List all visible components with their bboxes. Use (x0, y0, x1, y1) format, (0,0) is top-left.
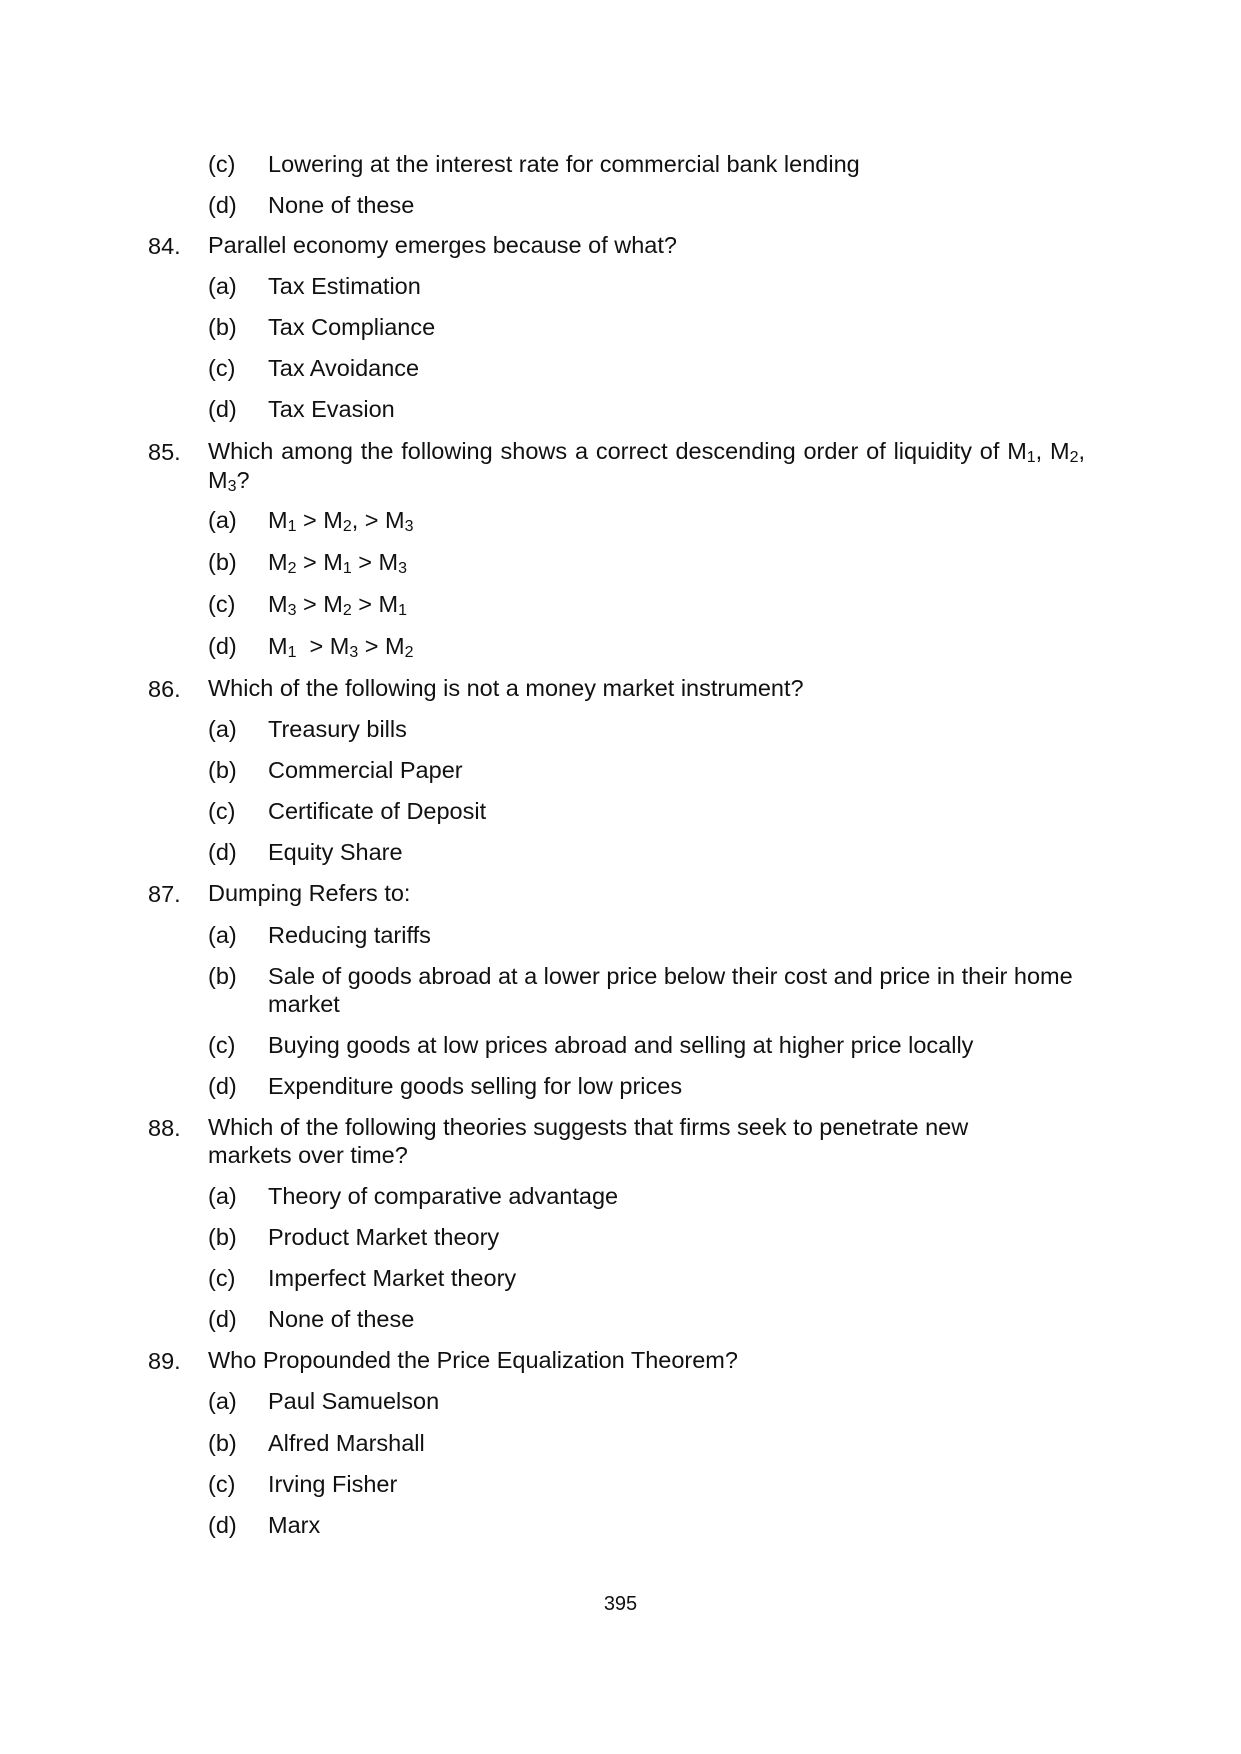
option-c (208, 590, 1085, 619)
option-label: (a) (208, 716, 237, 742)
option-d (208, 632, 1085, 661)
option-text: Equity Share (268, 839, 403, 865)
question-89 (148, 1346, 1085, 1376)
question-number: 86. (148, 676, 181, 702)
option-label: (c) (208, 1265, 236, 1291)
option-b (208, 548, 1085, 577)
question-88 (148, 1113, 1085, 1169)
option-text: Commercial Paper (268, 757, 463, 783)
option-label: (d) (208, 1306, 237, 1332)
option-text: $M_3 > M_2 > M_1$ (268, 591, 407, 619)
option-text: $M_2 > M_1 > M_3$ (268, 549, 407, 577)
option-text: Expenditure goods selling for low prices (268, 1073, 683, 1099)
option-text: Tax Avoidance (268, 355, 420, 381)
option-a (208, 921, 1085, 950)
option-label: (d) (208, 633, 237, 659)
option-text: Reducing tariffs (268, 922, 431, 948)
option-label: (a) (208, 273, 237, 299)
option-c (208, 1264, 1085, 1293)
option-label: (a) (208, 1388, 237, 1414)
option-text: Product Market theory (268, 1224, 500, 1250)
option-text: Tax Compliance (268, 314, 436, 340)
option-text: Paul Samuelson (268, 1388, 440, 1414)
option-b (208, 962, 1085, 1018)
option-label: (b) (208, 963, 237, 989)
question-number: 87. (148, 881, 181, 907)
option-label: (b) (208, 757, 237, 783)
option-text: $M_1 > M_2$, > $M_3$ (268, 507, 414, 535)
option-b (208, 1429, 1085, 1458)
question-text: Which among the following shows a correct descending order of liquidity of $M_1$, $M_2$, $M_3$? (208, 438, 1086, 495)
option-text: Treasury bills (268, 716, 407, 742)
option-label: (c) (208, 591, 236, 617)
question-number: 85. (148, 439, 181, 465)
option-c (208, 797, 1085, 826)
option-label: (a) (208, 922, 237, 948)
option-label: (b) (208, 1224, 237, 1250)
question-text: Dumping Refers to: (208, 880, 411, 906)
option-a (208, 506, 1085, 535)
option-text: Alfred Marshall (268, 1430, 425, 1456)
option-label: (a) (208, 507, 237, 533)
option-d (208, 838, 1085, 867)
option-text: Certificate of Deposit (268, 798, 487, 824)
option-text: Buying goods at low prices abroad and selling at higher price locally (268, 1032, 974, 1058)
option-label: (d) (208, 1512, 237, 1538)
question-text: Which of the following is not a money market instrument? (208, 675, 804, 701)
option-c (208, 1031, 1085, 1060)
option-label: (c) (208, 151, 236, 177)
option-label: (d) (208, 1073, 237, 1099)
option-c (208, 150, 860, 179)
question-86 (148, 674, 1085, 704)
option-label: (d) (208, 839, 237, 865)
question-number: 88. (148, 1115, 181, 1141)
option-label: (c) (208, 355, 236, 381)
option-text: Tax Evasion (268, 396, 395, 422)
question-87 (148, 879, 1085, 909)
question-number: 89. (148, 1348, 181, 1374)
option-b (208, 1223, 1085, 1252)
option-label: (b) (208, 1430, 237, 1456)
option-text: Theory of comparative advantage (268, 1183, 619, 1209)
option-text: None of these (268, 1306, 415, 1332)
option-d (208, 191, 1085, 220)
option-d (208, 1511, 1085, 1540)
option-d (208, 1072, 1085, 1101)
question-text: Which of the following theories suggests that firms seek to penetrate new markets over time? (208, 1114, 969, 1168)
option-b (208, 756, 1085, 785)
option-label: (d) (208, 192, 237, 218)
question-text: Parallel economy emerges because of what? (208, 232, 677, 258)
option-text: Imperfect Market theory (268, 1265, 517, 1291)
option-d (208, 1305, 1085, 1334)
question-number: 84. (148, 233, 181, 259)
option-b (208, 313, 1085, 342)
option-a (208, 1387, 1085, 1416)
option-label: (a) (208, 1183, 237, 1209)
option-c (208, 354, 1085, 383)
option-text: Marx (268, 1512, 321, 1538)
question-text-prefix: Which among the following shows a correct descending order of liquidity of (208, 438, 1000, 464)
option-a (208, 272, 1085, 301)
option-text: Lowering at the interest rate for commercial bank lending (268, 151, 860, 177)
option-a (208, 1182, 1085, 1211)
option-label: (b) (208, 314, 237, 340)
option-text: None of these (268, 192, 415, 218)
option-a (208, 715, 1085, 744)
page-number: 395 (603, 1593, 638, 1615)
option-label: (b) (208, 549, 237, 575)
option-label: (c) (208, 798, 236, 824)
option-text: Sale of goods abroad at a lower price below their cost and price in their home market (268, 963, 1073, 1017)
option-text: Tax Estimation (268, 273, 421, 299)
option-label: (d) (208, 396, 237, 422)
option-label: (c) (208, 1471, 236, 1497)
question-85 (148, 437, 1085, 495)
option-c (208, 1470, 1085, 1499)
question-84 (148, 231, 1085, 261)
question-text: Who Propounded the Price Equalization Theorem? (208, 1347, 738, 1373)
option-d (208, 395, 1085, 424)
option-label: (c) (208, 1032, 236, 1058)
option-text: Irving Fisher (268, 1471, 398, 1497)
option-text: $M_1 > M_3 > M_2$ (268, 633, 414, 661)
